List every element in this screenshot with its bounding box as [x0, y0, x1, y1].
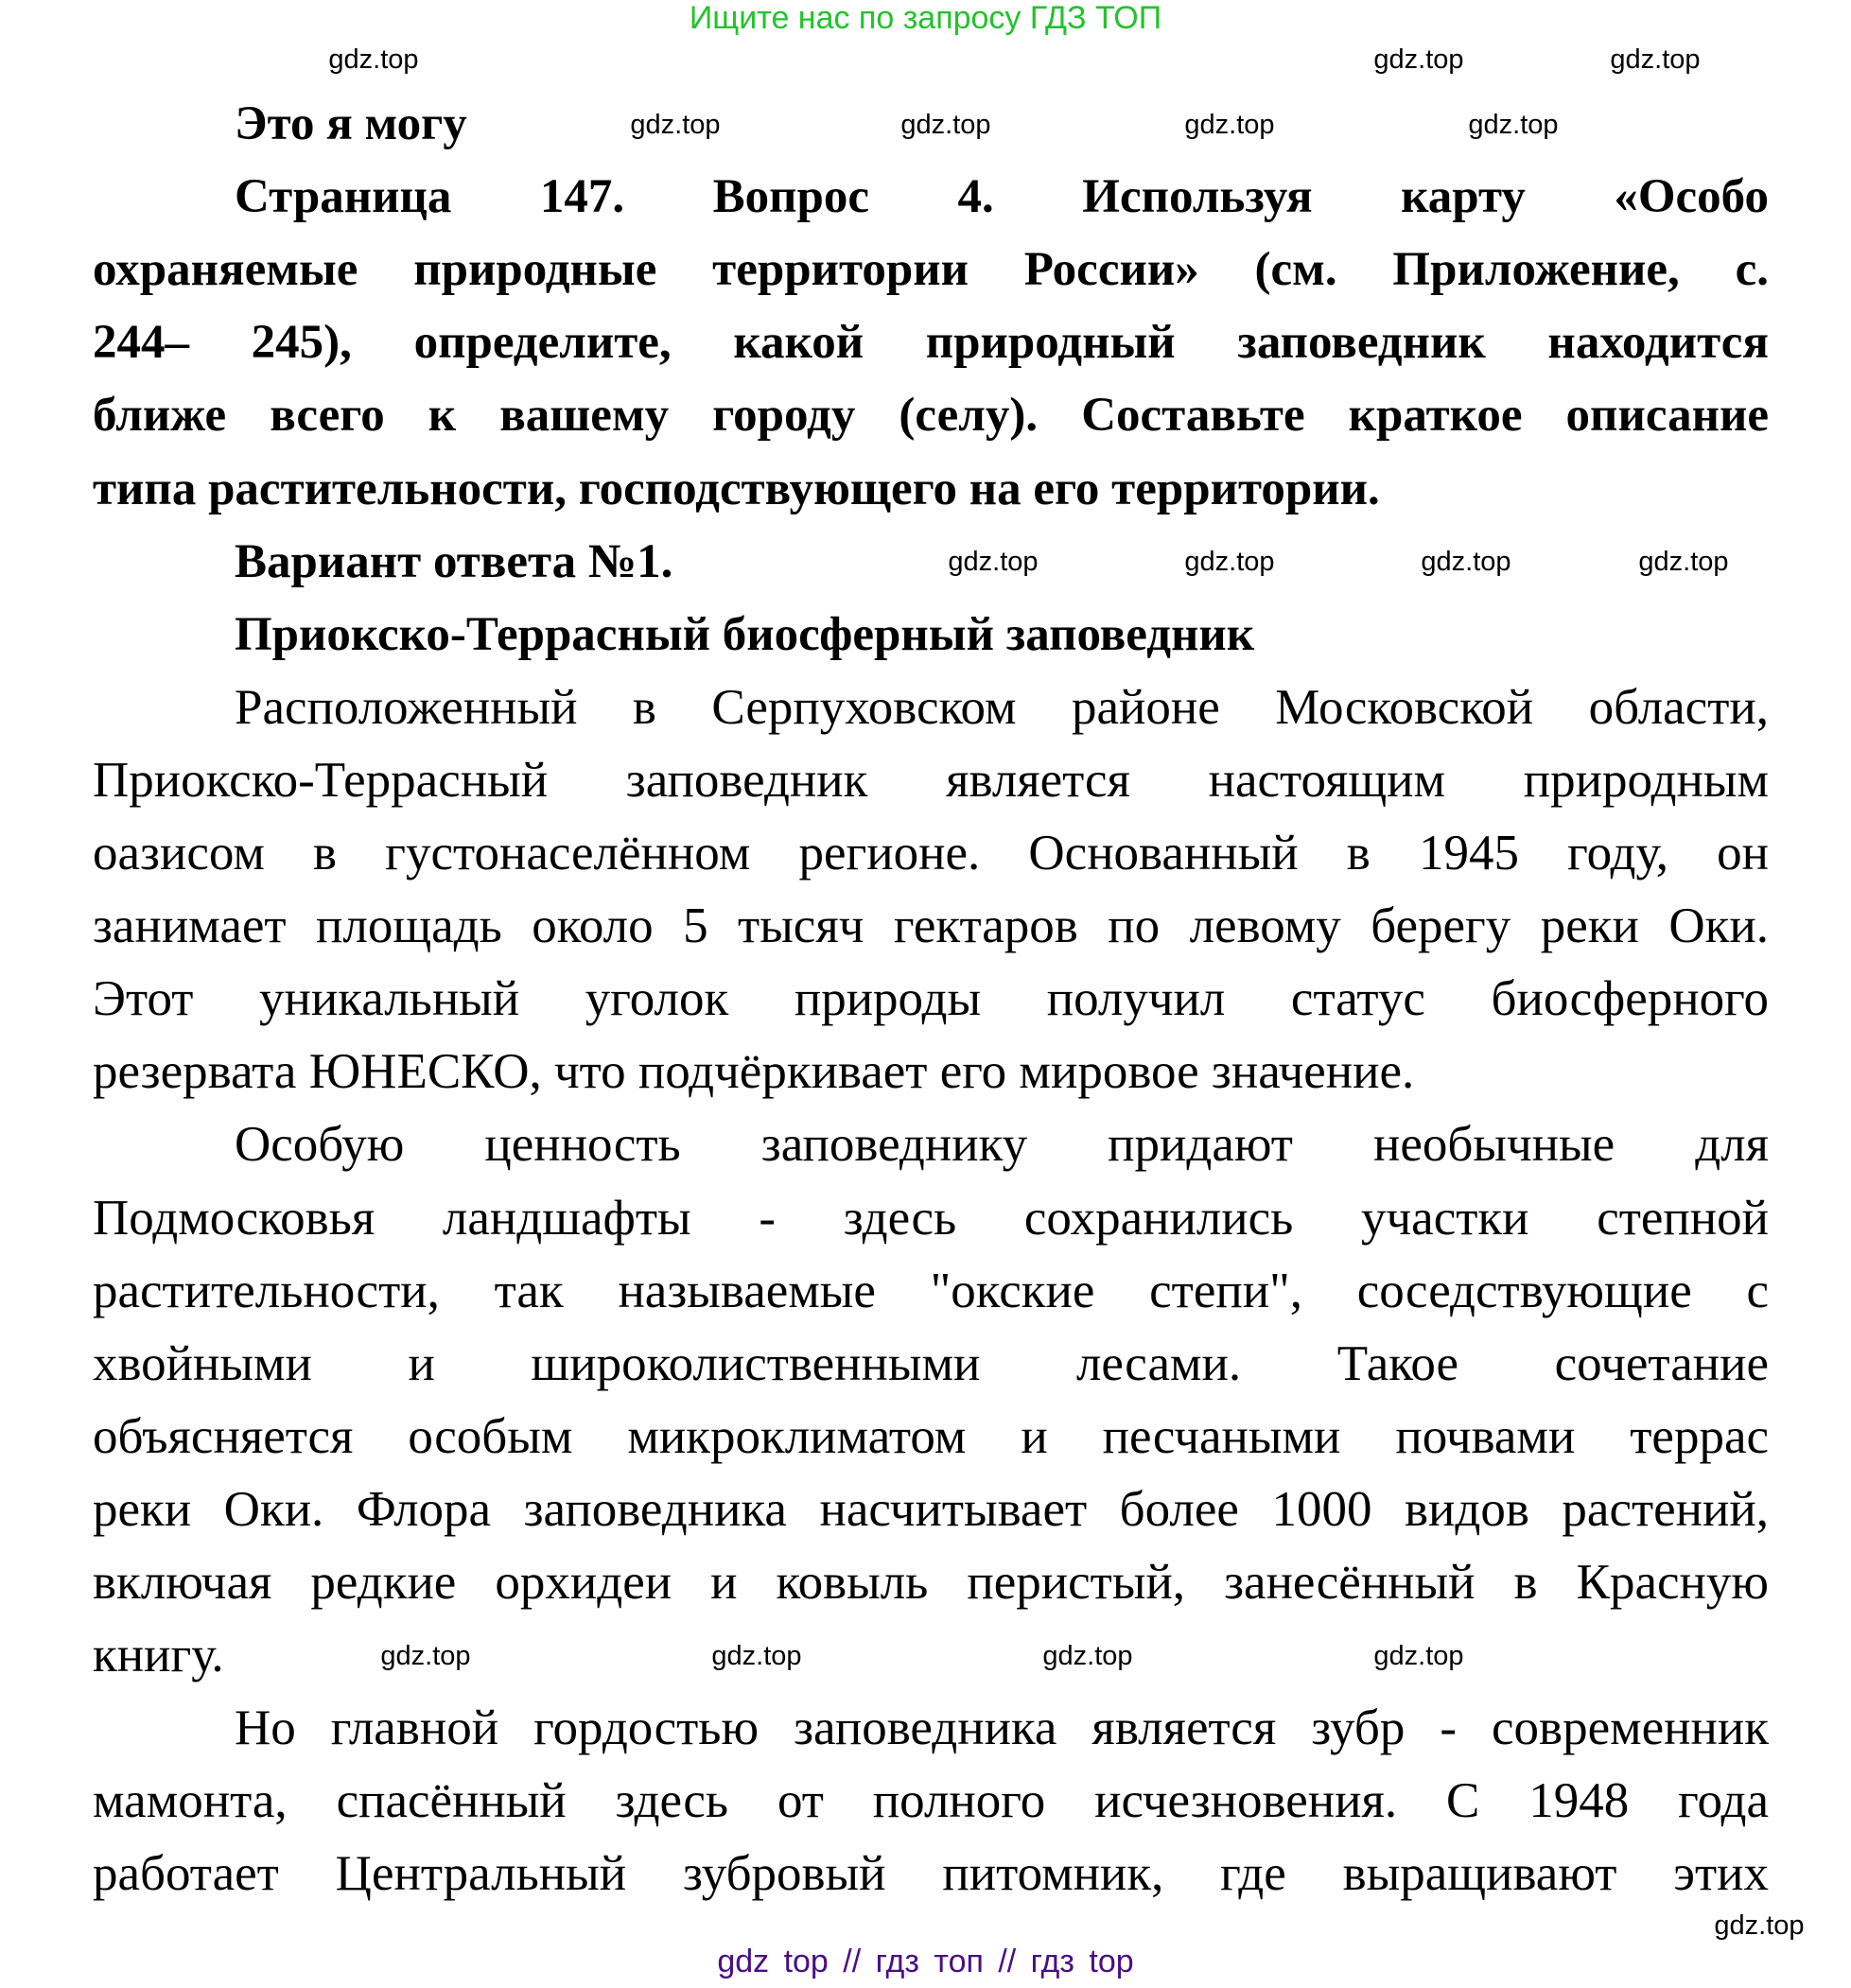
- text-line: Особую ценность заповеднику придают необычные для: [235, 1117, 1769, 1173]
- heading-line: Приокско-Террасный биосферный заповедник: [235, 607, 1255, 661]
- watermark: gdz.top: [328, 44, 419, 75]
- text-line: реки Оки. Флора заповедника насчитывает более 1000 видов растений,: [93, 1481, 1769, 1537]
- text-line: растительности, так называемые "окские степи", соседствующие с: [93, 1263, 1769, 1318]
- text-line: хвойными и широколиственными лесами. Такое сочетание: [93, 1335, 1769, 1391]
- heading-line: Страница 147. Вопрос 4. Используя карту «Особо: [235, 170, 1769, 224]
- text-line: работает Центральный зубровый питомник, где выращивают этих: [93, 1846, 1769, 1902]
- text-line: Но главной гордостью заповедника является зубр - современник: [235, 1700, 1769, 1756]
- heading-line: охраняемые природные территории России» (см. Приложение, с.: [93, 243, 1769, 297]
- watermark: gdz.top: [711, 1640, 802, 1671]
- text-line: объясняется особым микроклиматом и песчаными почвами террас: [93, 1408, 1769, 1464]
- watermark: gdz.top: [1042, 1640, 1133, 1671]
- text-line: оазисом в густонаселённом регионе. Основанный в 1945 году, он: [93, 826, 1769, 881]
- watermark: gdz.top: [1638, 547, 1729, 578]
- watermark: gdz.top: [948, 547, 1039, 578]
- heading-line: типа растительности, господствующего на его территории.: [93, 462, 1380, 515]
- watermark: gdz.top: [1714, 1910, 1805, 1941]
- watermark: gdz.top: [900, 109, 991, 140]
- footer-watermark: gdz top // гдз топ // гдз top: [717, 1944, 1134, 1979]
- watermark: gdz.top: [630, 109, 721, 140]
- text-line: Подмосковья ландшафты - здесь сохранились участки степной: [93, 1190, 1769, 1246]
- heading-line: Это я могу: [235, 97, 467, 150]
- watermark: gdz.top: [1184, 109, 1275, 140]
- watermark: gdz.top: [1610, 44, 1701, 75]
- text-line: Расположенный в Серпуховском районе Московской области,: [235, 679, 1769, 735]
- text-line: Приокско-Террасный заповедник является настоящим природным: [93, 752, 1769, 808]
- text-line: резервата ЮНЕСКО, что подчёркивает его мировое значение.: [93, 1044, 1415, 1100]
- watermark: gdz.top: [1373, 44, 1464, 75]
- watermark: gdz.top: [1184, 547, 1275, 578]
- heading-line: 244– 245), определите, какой природный заповедник находится: [93, 316, 1769, 370]
- text-line: занимает площадь около 5 тысяч гектаров по левому берегу реки Оки.: [93, 898, 1769, 954]
- text-line: мамонта, спасённый здесь от полного исчезновения. С 1948 года: [93, 1773, 1769, 1829]
- watermark: gdz.top: [1468, 109, 1559, 140]
- text-line: Этот уникальный уголок природы получил статус биосферного: [93, 971, 1769, 1027]
- text-line: включая редкие орхидеи и ковыль перистый, занесённый в Красную: [93, 1555, 1769, 1610]
- text-line: книгу.: [93, 1628, 224, 1683]
- watermark: gdz.top: [1421, 547, 1511, 578]
- watermark: gdz.top: [1373, 1640, 1464, 1671]
- heading-line: ближе всего к вашему городу (селу). Составьте краткое описание: [93, 389, 1769, 443]
- search-banner: Ищите нас по запросу ГДЗ ТОП: [689, 0, 1162, 36]
- watermark: gdz.top: [380, 1640, 471, 1671]
- heading-line: Вариант ответа №1.: [235, 534, 673, 588]
